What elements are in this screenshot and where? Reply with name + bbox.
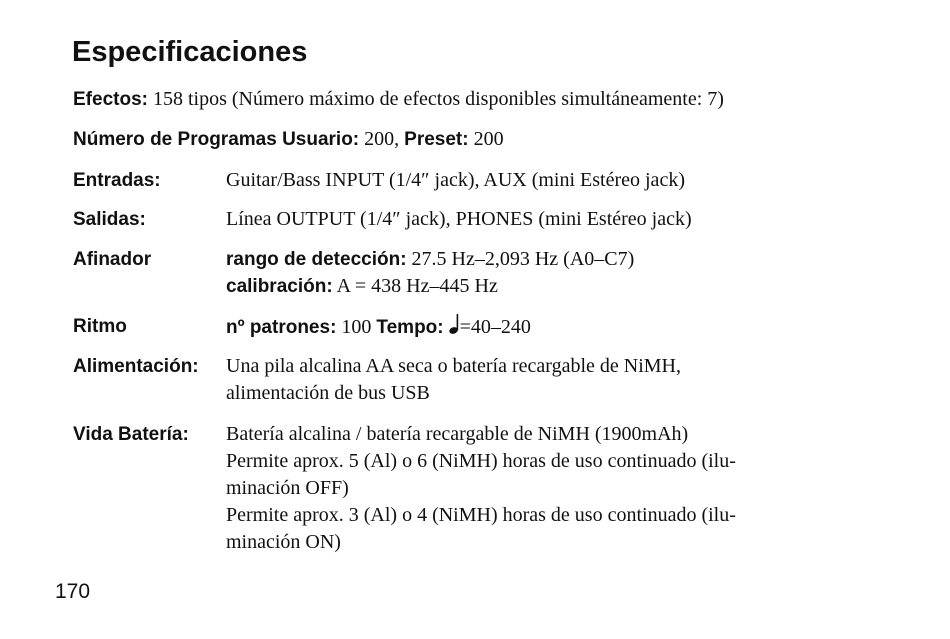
entradas-label: Entradas: (73, 170, 161, 191)
alimentacion-line: alimentación de bus USB (226, 382, 430, 404)
bateria-line: Batería alcalina / batería recargable de NiMH (1900mAh) (226, 423, 689, 445)
range-value: 27.5 Hz–2,093 Hz (A0–C7) (411, 248, 635, 270)
quarter-note-icon (449, 313, 460, 343)
ritmo-values (226, 313, 531, 343)
afinador-range (226, 246, 634, 273)
afinador-label: Afinador (73, 249, 152, 270)
entradas-value: Guitar/Bass INPUT (1/4″ jack), AUX (mini Estéreo jack) (226, 169, 685, 191)
salidas-label: Salidas: (73, 209, 146, 230)
bateria-line: minación ON) (226, 531, 341, 553)
page-title: Especificaciones (72, 36, 308, 68)
bateria-line: Permite aprox. 3 (Al) o 4 (NiMH) horas de uso continuado (ilu- (226, 504, 736, 526)
spec-efectos (73, 86, 724, 113)
alimentacion-label: Alimentación: (73, 356, 199, 377)
salidas-value: Línea OUTPUT (1/4″ jack), PHONES (mini Estéreo jack) (226, 208, 692, 230)
efectos-value: 158 tipos (Número máximo de efectos disponibles simultáneamente: 7) (152, 88, 724, 110)
programas-label: Número de Programas Usuario: (73, 129, 360, 150)
ritmo-label: Ritmo (73, 316, 127, 337)
bateria-line: Permite aprox. 5 (Al) o 6 (NiMH) horas de uso continuado (ilu- (226, 450, 736, 472)
bateria-line: minación OFF) (226, 477, 349, 499)
preset-label: Preset: (404, 129, 469, 150)
tempo-value: =40–240 (459, 316, 531, 338)
patterns-value: 100 (341, 316, 372, 338)
afinador-calibration (226, 273, 498, 300)
bateria-label: Vida Batería: (73, 424, 189, 445)
calibration-label: calibración: (226, 276, 333, 297)
patterns-label: nº patrones: (226, 317, 337, 338)
efectos-label: Efectos: (73, 89, 148, 110)
programas-value: 200, (364, 128, 400, 150)
alimentacion-line: Una pila alcalina AA seca o batería recargable de NiMH, (226, 355, 681, 377)
spec-programas (73, 126, 504, 153)
page-number: 170 (55, 580, 91, 603)
range-label: rango de detección: (226, 249, 407, 270)
preset-value: 200 (473, 128, 504, 150)
calibration-value: A = 438 Hz–445 Hz (336, 275, 498, 297)
tempo-label: Tempo: (376, 317, 444, 338)
